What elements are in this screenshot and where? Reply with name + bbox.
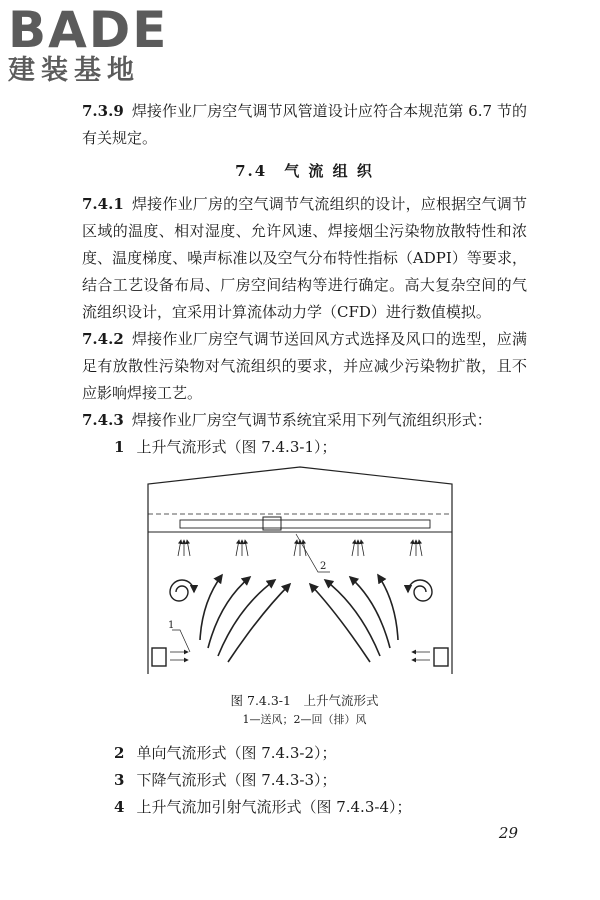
list-item-number: 2 <box>114 744 125 762</box>
list-item-number: 3 <box>114 771 125 789</box>
label-1: 1 <box>168 620 175 631</box>
clause-7-4-3 <box>82 407 527 434</box>
list-item-number: 1 <box>114 438 125 456</box>
list-item <box>82 434 527 461</box>
right-airflow-curves <box>310 575 398 662</box>
document-body <box>82 98 527 461</box>
label-2: 2 <box>320 561 327 572</box>
airflow-figure <box>130 462 470 687</box>
return-duct <box>180 520 430 528</box>
logo-subtitle: 建装基地 <box>8 55 140 86</box>
list-item <box>82 794 527 821</box>
label-1-leader <box>172 630 190 652</box>
left-supply-unit <box>152 648 166 666</box>
figure-legend: 1—送风；2—回（排）风 <box>242 713 367 726</box>
return-outlet-arrows <box>178 540 422 556</box>
list-item <box>82 767 527 794</box>
clause-number: 7.4.1 <box>82 195 124 213</box>
clause-7-4-1 <box>82 191 527 326</box>
page-number: 29 <box>498 824 518 842</box>
airflow-form-list <box>82 740 527 821</box>
clause-number: 7.4.3 <box>82 411 124 429</box>
clause-text: 焊接作业厂房空气调节送回风方式选择及风口的选型，应满足有放散性污染物对气流组织的要求，并应减少污染物扩散，且不应影响焊接工艺。 <box>82 330 527 402</box>
left-airflow-curves <box>200 575 290 662</box>
list-item-text: 单向气流形式（图 7.4.3-2）； <box>136 744 337 762</box>
clause-text: 焊接作业厂房空气调节风管道设计应符合本规范第 6.7 节的有关规定。 <box>82 102 527 147</box>
clause-number: 7.3.9 <box>82 102 124 120</box>
section-title: 7.4 气 流 组 织 <box>235 162 374 180</box>
right-supply-unit <box>434 648 448 666</box>
logo-brand: BADE <box>8 1 169 59</box>
building-outline <box>148 467 452 674</box>
list-item-text: 上升气流加引射气流形式（图 7.4.3-4）； <box>136 798 412 816</box>
clause-7-4-2 <box>82 326 527 407</box>
brand-logo <box>8 1 178 86</box>
left-vortex <box>170 580 194 601</box>
list-item-number: 4 <box>114 798 125 816</box>
right-vortex <box>408 580 432 601</box>
list-item <box>82 740 527 767</box>
figure-caption: 图 7.4.3-1 上升气流形式 <box>230 693 379 708</box>
list-item-text: 下降气流形式（图 7.4.3-3）； <box>136 771 337 789</box>
clause-text: 焊接作业厂房空气调节系统宜采用下列气流组织形式： <box>131 411 492 429</box>
clause-text: 焊接作业厂房的空气调节气流组织的设计，应根据空气调节区域的温度、相对湿度、允许风速、焊接烟尘污染物放散特性和浓度、温度梯度、噪声标准以及空气分布特性指标（ADPI）等要求，结合工艺设备布局、厂房空间结构等进行确定。高大复杂空间的气流组织设计，宜采用计算流体动力学（CFD）进行数值模拟。 <box>82 195 527 321</box>
list-item-text: 上升气流形式（图 7.4.3-1）； <box>136 438 337 456</box>
clause-7-3-9 <box>82 98 527 152</box>
clause-number: 7.4.2 <box>82 330 124 348</box>
supply-air-arrows <box>170 652 430 660</box>
